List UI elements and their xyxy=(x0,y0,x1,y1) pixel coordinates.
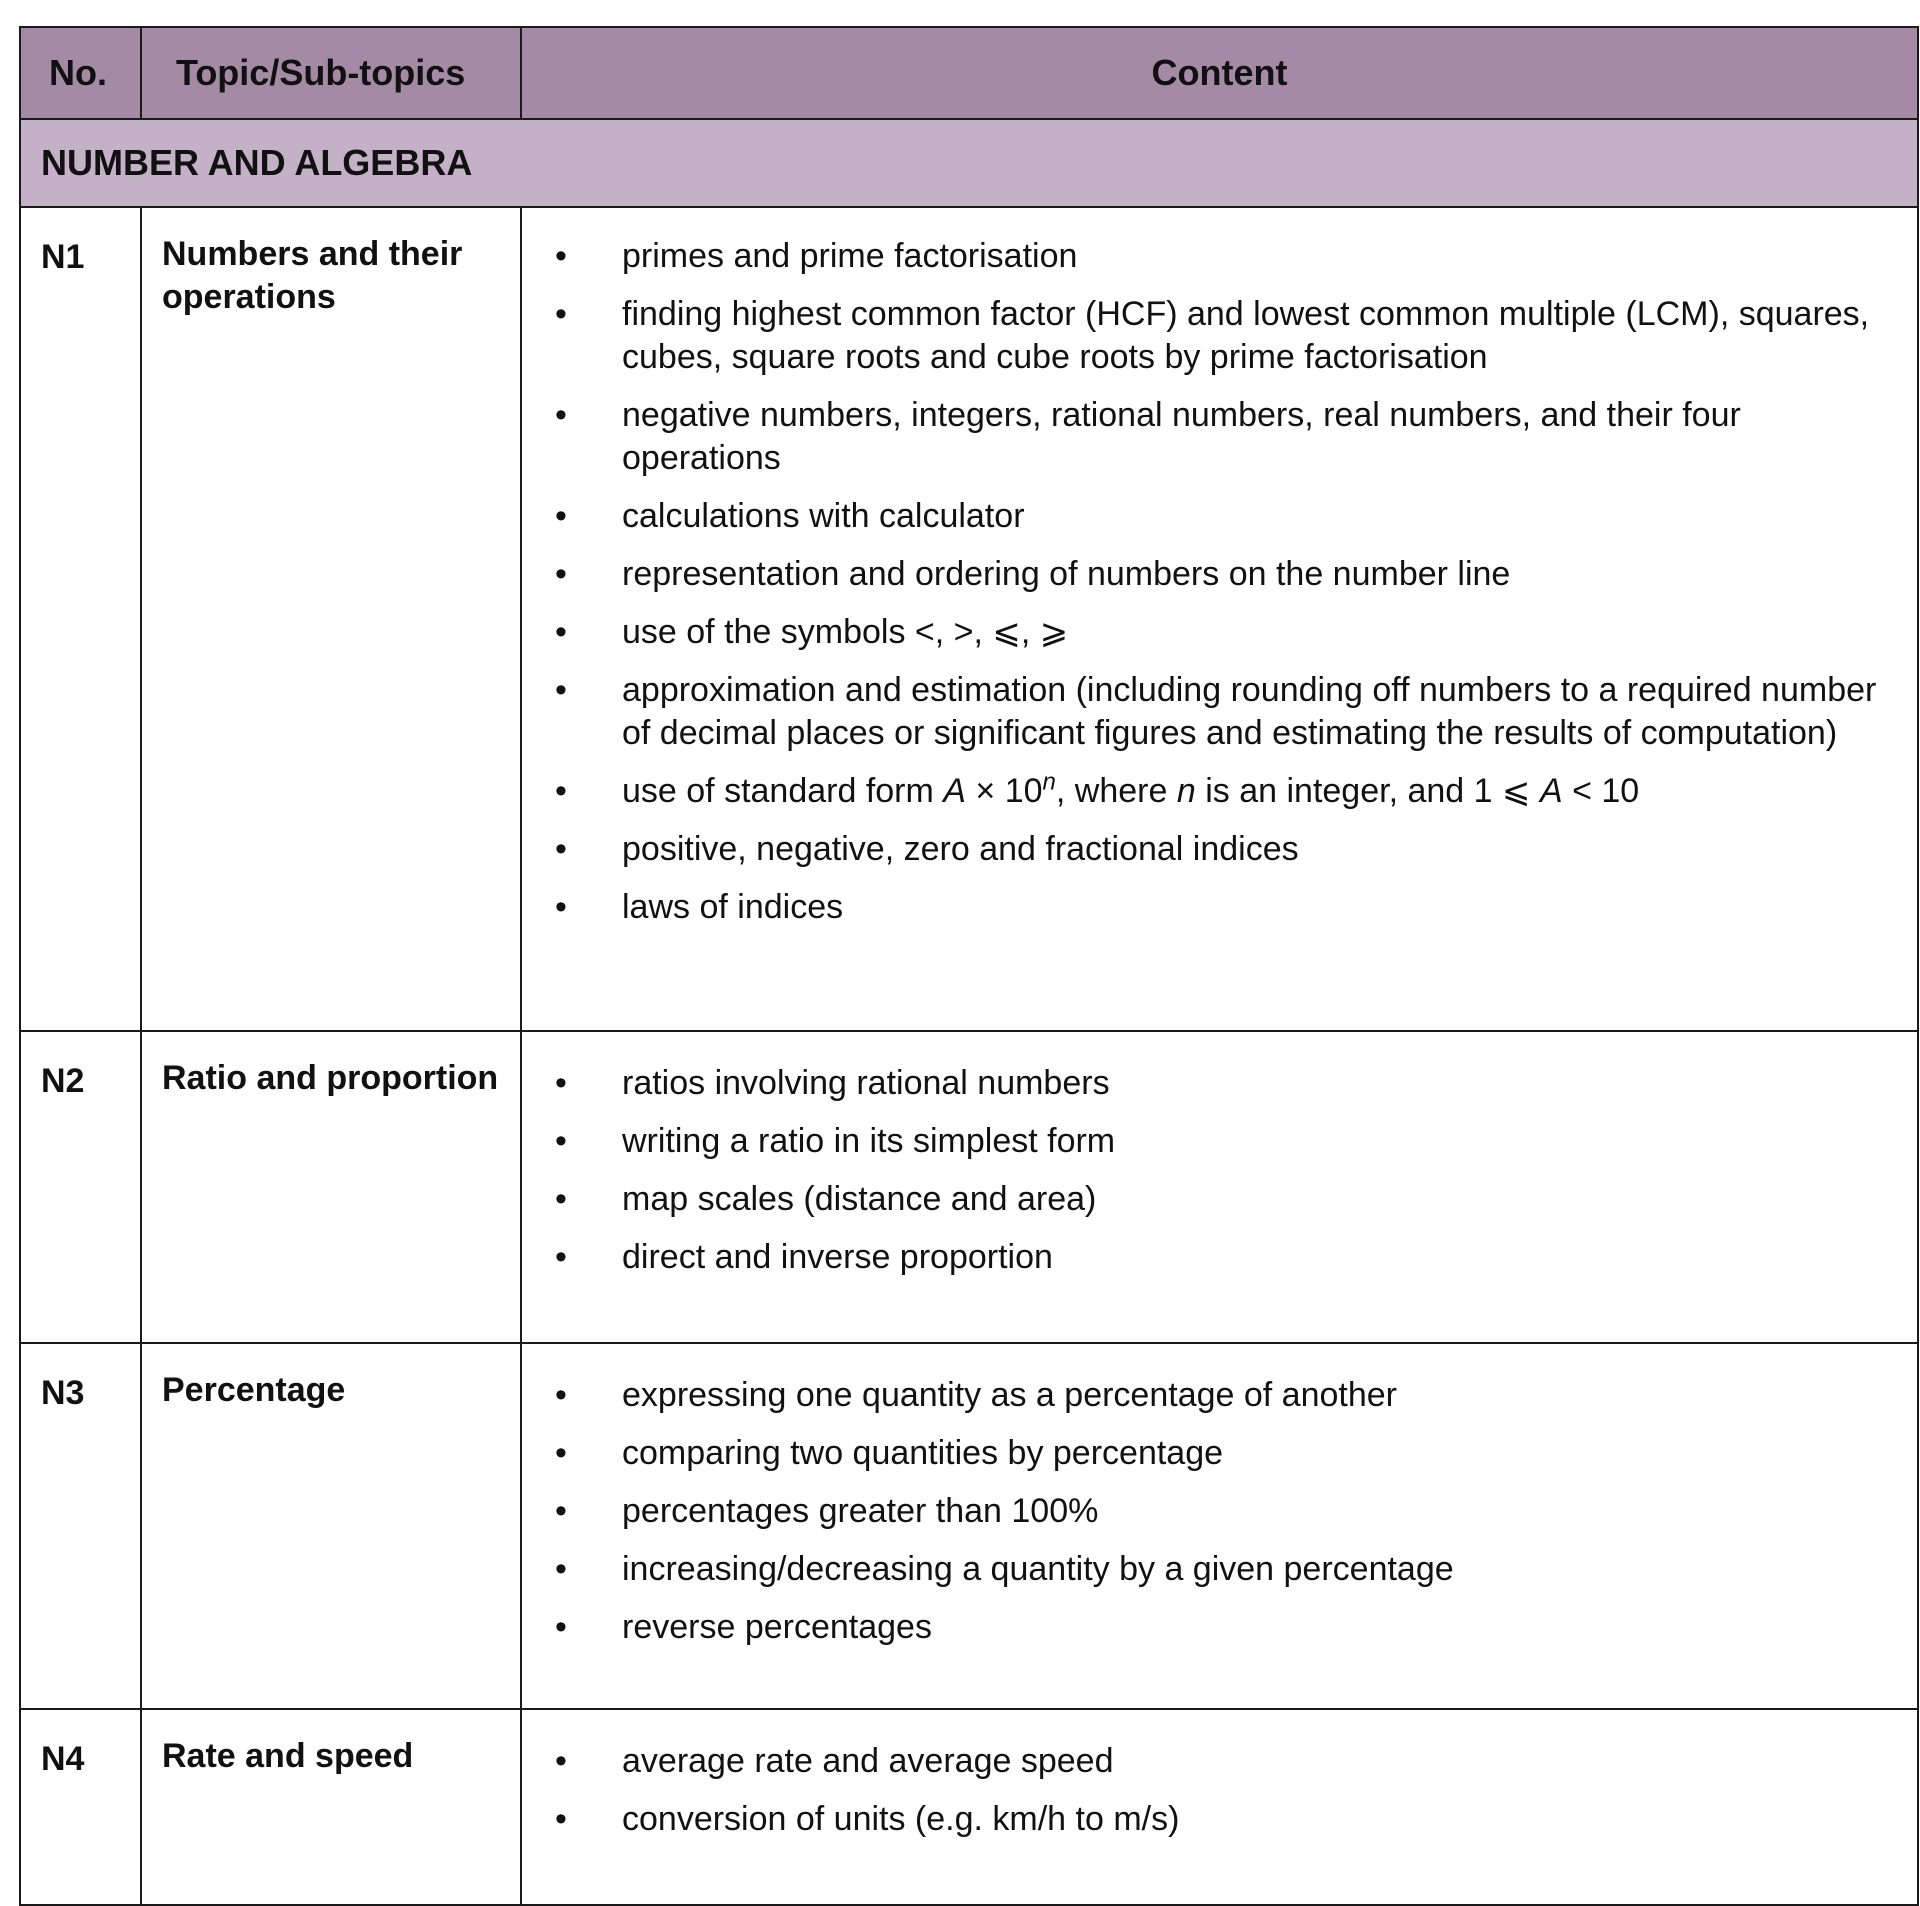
bullet-icon: • xyxy=(555,772,567,810)
item-text: representation and ordering of numbers on the number line xyxy=(622,555,1511,593)
bullet-icon: • xyxy=(555,1180,567,1218)
math-variable: n xyxy=(1176,772,1196,810)
row-topic: Rate and speed xyxy=(141,1709,521,1905)
list-item xyxy=(522,1178,1917,1221)
content-list xyxy=(522,235,1917,929)
item-text: comparing two quantities by percentage xyxy=(622,1434,1224,1472)
bullet-icon: • xyxy=(555,1376,567,1414)
item-text: direct and inverse proportion xyxy=(622,1238,1053,1276)
bullet-icon: • xyxy=(555,1492,567,1530)
list-item xyxy=(522,611,1917,654)
list-item xyxy=(522,1490,1917,1533)
item-text: increasing/decreasing a quantity by a given percentage xyxy=(622,1550,1454,1588)
item-text: writing a ratio in its simplest form xyxy=(622,1122,1116,1160)
list-item xyxy=(522,1236,1917,1279)
header-no: No. xyxy=(20,27,141,119)
list-item xyxy=(522,1432,1917,1475)
item-text: expressing one quantity as a percentage of another xyxy=(622,1376,1397,1414)
table-row-n2 xyxy=(20,1031,1918,1343)
table-row-n3 xyxy=(20,1343,1918,1709)
list-item xyxy=(522,886,1917,929)
list-item xyxy=(522,1120,1917,1163)
bullet-icon: • xyxy=(555,830,567,868)
item-text: percentages greater than 100% xyxy=(622,1492,1099,1530)
bullet-icon: • xyxy=(555,1742,567,1780)
bullet-icon: • xyxy=(555,1800,567,1838)
row-content xyxy=(521,1031,1918,1343)
item-text: finding highest common factor (HCF) and lowest common multiple (LCM), squares, cubes, square roots and cube roots by prime factorisation xyxy=(622,295,1870,376)
item-text-part: is an integer, and 1 ⩽ xyxy=(1195,772,1540,810)
table-row-n4 xyxy=(20,1709,1918,1905)
item-text: use of the symbols <, >, ⩽, ⩾ xyxy=(622,613,1069,651)
bullet-icon: • xyxy=(555,237,567,275)
bullet-icon: • xyxy=(555,497,567,535)
item-text: map scales (distance and area) xyxy=(622,1180,1097,1218)
row-topic: Percentage xyxy=(141,1343,521,1709)
bullet-icon: • xyxy=(555,1608,567,1646)
list-item xyxy=(522,235,1917,278)
list-item xyxy=(522,394,1917,480)
row-number: N3 xyxy=(20,1343,141,1709)
list-item xyxy=(522,1374,1917,1417)
item-text-part: , where xyxy=(1055,772,1177,810)
bullet-icon: • xyxy=(555,613,567,651)
bullet-icon: • xyxy=(555,396,567,434)
content-list xyxy=(522,1062,1917,1279)
row-content xyxy=(521,1343,1918,1709)
section-title: NUMBER AND ALGEBRA xyxy=(20,119,1918,207)
content-list xyxy=(522,1374,1917,1649)
list-item xyxy=(522,1062,1917,1105)
section-row xyxy=(20,119,1918,207)
table-row-n1 xyxy=(20,207,1918,1031)
list-item xyxy=(522,1798,1917,1841)
bullet-icon: • xyxy=(555,888,567,926)
list-item xyxy=(522,770,1917,813)
header-content: Content xyxy=(521,27,1918,119)
syllabus-table xyxy=(19,26,1919,1906)
item-text-part: × 10 xyxy=(965,772,1043,810)
item-text-part: use of standard form xyxy=(622,772,944,810)
header-row xyxy=(20,27,1918,119)
bullet-icon: • xyxy=(555,555,567,593)
row-topic: Ratio and proportion xyxy=(141,1031,521,1343)
bullet-icon: • xyxy=(555,671,567,709)
item-text: ratios involving rational numbers xyxy=(622,1064,1110,1102)
bullet-icon: • xyxy=(555,1238,567,1276)
row-number: N1 xyxy=(20,207,141,1031)
item-text: negative numbers, integers, rational numbers, real numbers, and their four operations xyxy=(622,396,1741,477)
row-topic: Numbers and their operations xyxy=(141,207,521,1031)
list-item xyxy=(522,669,1917,755)
item-text: reverse percentages xyxy=(622,1608,932,1646)
list-item xyxy=(522,828,1917,871)
item-text: primes and prime factorisation xyxy=(622,237,1078,275)
bullet-icon: • xyxy=(555,1434,567,1472)
bullet-icon: • xyxy=(555,1122,567,1160)
item-text: average rate and average speed xyxy=(622,1742,1114,1780)
bullet-icon: • xyxy=(555,1064,567,1102)
row-number: N2 xyxy=(20,1031,141,1343)
item-text xyxy=(622,768,1640,810)
math-variable: A xyxy=(1539,772,1563,810)
item-text-part: < 10 xyxy=(1562,772,1640,810)
list-item xyxy=(522,293,1917,379)
bullet-icon: • xyxy=(555,1550,567,1588)
row-content xyxy=(521,207,1918,1031)
header-topic: Topic/Sub-topics xyxy=(141,27,521,119)
row-number: N4 xyxy=(20,1709,141,1905)
item-text: calculations with calculator xyxy=(622,497,1025,535)
list-item xyxy=(522,1740,1917,1783)
item-text: conversion of units (e.g. km/h to m/s) xyxy=(622,1800,1180,1838)
math-variable: A xyxy=(943,772,966,810)
math-exponent: n xyxy=(1042,768,1056,796)
bullet-icon: • xyxy=(555,295,567,333)
list-item xyxy=(522,1548,1917,1591)
row-content xyxy=(521,1709,1918,1905)
list-item xyxy=(522,553,1917,596)
item-text: positive, negative, zero and fractional indices xyxy=(622,830,1299,868)
list-item xyxy=(522,495,1917,538)
item-text: laws of indices xyxy=(622,888,844,926)
list-item xyxy=(522,1606,1917,1649)
item-text: approximation and estimation (including rounding off numbers to a required number of decimal places or significant figures and estimating the results of computation) xyxy=(622,671,1877,752)
